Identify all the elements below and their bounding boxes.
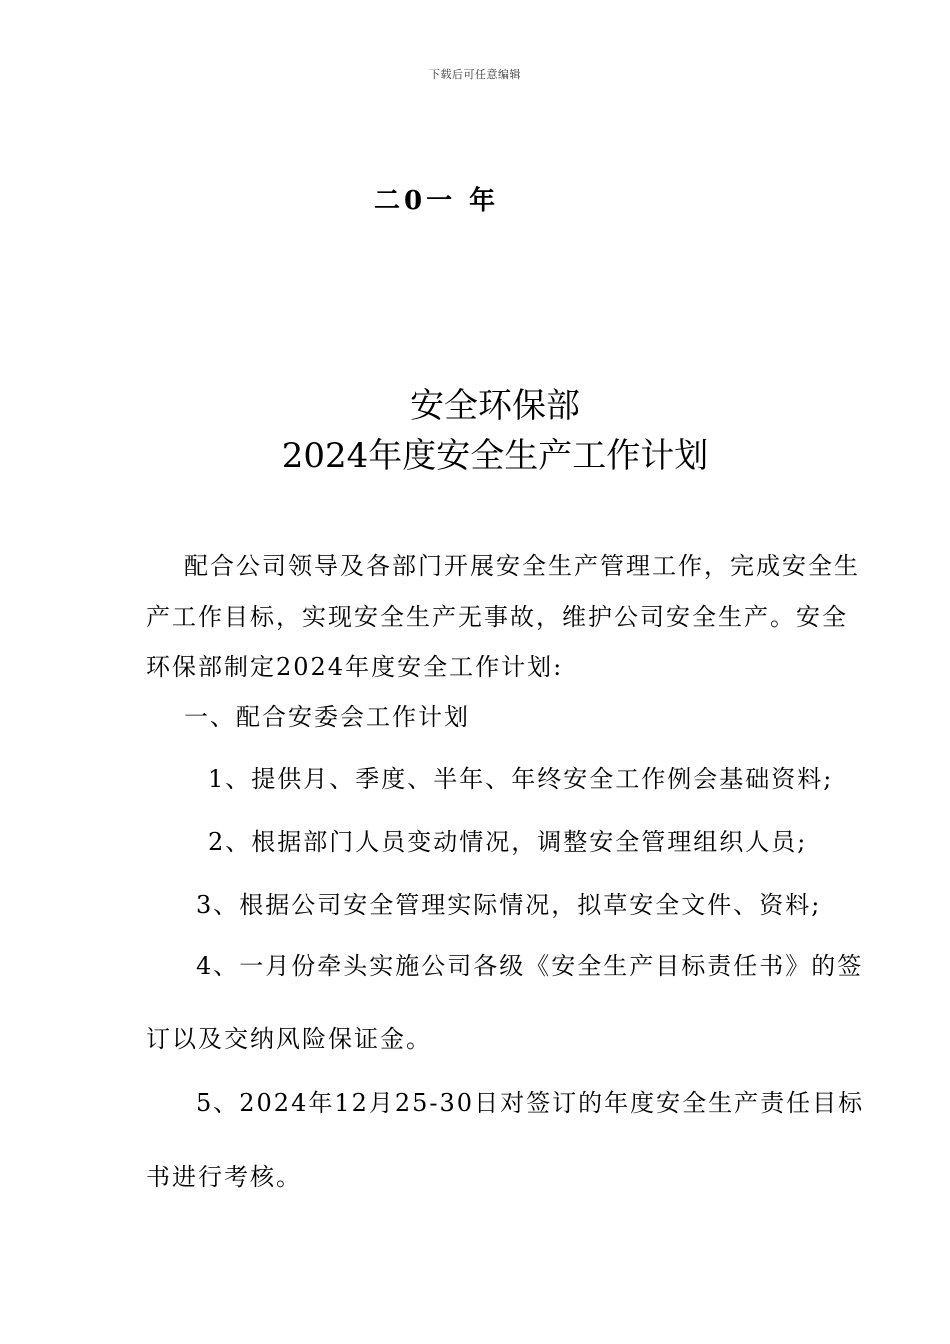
plan-item-1: 1、提供月、季度、半年、年终安全工作例会基础资料; xyxy=(208,765,834,793)
cover-year-line: 二0一 年 xyxy=(374,186,500,216)
intro-line-3: 环保部制定2024年度安全工作计划: xyxy=(146,653,564,681)
intro-line-2: 产工作目标，实现安全生产无事故，维护公司安全生产。安全 xyxy=(146,603,848,631)
header-note: 下载后可任意编辑 xyxy=(429,68,521,81)
intro-line-1: 配合公司领导及各部门开展安全生产管理工作，完成安全生 xyxy=(184,552,860,580)
plan-item-4-line-1: 4、一月份牵头实施公司各级《安全生产目标责任书》的签 xyxy=(196,952,864,980)
department-name: 安全环保部 xyxy=(410,386,580,426)
section-heading-1: 一、配合安委会工作计划 xyxy=(184,703,470,731)
plan-item-5-line-2: 书进行考核。 xyxy=(146,1163,302,1191)
document-title: 2024年度安全生产工作计划 xyxy=(281,436,709,476)
plan-item-4-line-2: 订以及交纳风险保证金。 xyxy=(146,1025,432,1053)
plan-item-3: 3、根据公司安全管理实际情况，拟草安全文件、资料; xyxy=(196,891,822,919)
plan-item-2: 2、根据部门人员变动情况，调整安全管理组织人员; xyxy=(208,828,808,856)
plan-item-5-line-1: 5、2024年12月25-30日对签订的年度安全生产责任目标 xyxy=(196,1089,865,1117)
